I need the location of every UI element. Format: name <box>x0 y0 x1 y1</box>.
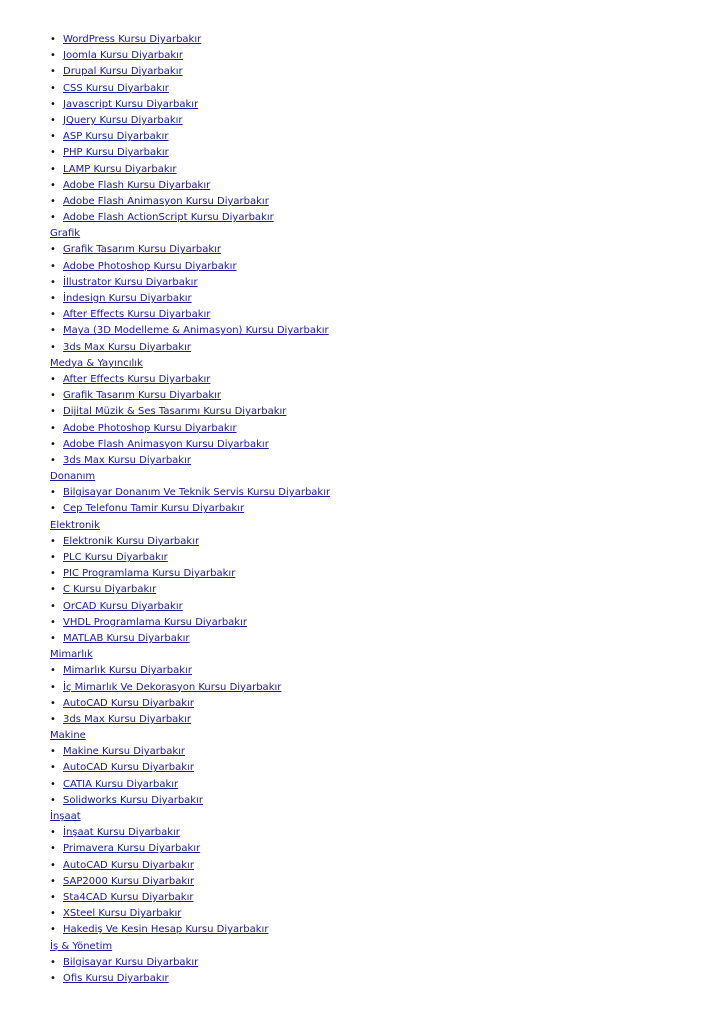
category-link[interactable]: İş & Yönetim <box>50 940 113 952</box>
course-link[interactable]: Dijital Müzik & Ses Tasarımı Kursu Diyarbakır <box>63 406 287 418</box>
list-item <box>50 890 330 906</box>
course-link[interactable]: İç Mimarlık Ve Dekorasyon Kursu Diyarbakır <box>63 681 282 693</box>
course-link[interactable]: Ofis Kursu Diyarbakır <box>63 972 169 984</box>
course-link[interactable]: Bilgisayar Kursu Diyarbakır <box>63 956 199 968</box>
list-item <box>50 97 330 113</box>
course-link[interactable]: Elektronik Kursu Diyarbakır <box>63 535 200 547</box>
bullet-icon: • <box>50 244 56 256</box>
course-link[interactable]: CATIA Kursu Diyarbakır <box>63 778 179 790</box>
course-link[interactable]: CSS Kursu Diyarbakır <box>63 82 169 94</box>
list-item <box>50 841 330 857</box>
list-item <box>50 259 330 275</box>
list-item <box>50 210 330 226</box>
bullet-icon: • <box>50 552 56 563</box>
course-link[interactable]: AutoCAD Kursu Diyarbakır <box>63 762 194 774</box>
bullet-icon: • <box>50 827 56 839</box>
list-item <box>50 582 330 598</box>
list-item <box>50 162 330 178</box>
list-item <box>50 534 330 550</box>
course-link[interactable]: AutoCAD Kursu Diyarbakır <box>63 697 194 709</box>
category-heading <box>50 939 330 955</box>
category-link[interactable]: Medya & Yayıncılık <box>50 357 143 369</box>
bullet-icon: • <box>50 82 56 94</box>
list-item <box>50 291 330 307</box>
list-item <box>50 421 330 437</box>
bullet-icon: • <box>50 924 56 936</box>
bullet-icon: • <box>50 98 56 110</box>
list-item <box>50 566 330 582</box>
bullet-icon: • <box>50 341 56 353</box>
course-link[interactable]: MATLAB Kursu Diyarbakır <box>63 632 190 644</box>
list-item <box>50 550 330 566</box>
bullet-icon: • <box>50 325 56 337</box>
bullet-icon: • <box>50 584 56 596</box>
course-link[interactable]: Javascript Kursu Diyarbakır <box>63 98 199 110</box>
list-item <box>50 64 330 80</box>
course-link[interactable]: Cep Telefonu Tamir Kursu Diyarbakır <box>63 503 245 515</box>
bullet-icon: • <box>50 972 56 984</box>
bullet-icon: • <box>50 762 56 774</box>
bullet-icon: • <box>50 390 56 402</box>
category-link[interactable]: Mimarlık <box>50 649 93 661</box>
bullet-icon: • <box>50 713 56 725</box>
bullet-icon: • <box>50 681 56 693</box>
course-link[interactable]: Adobe Flash ActionScript Kursu Diyarbakır <box>63 212 274 224</box>
list-item <box>50 599 330 615</box>
category-link[interactable]: İnşaat <box>50 811 81 822</box>
course-link[interactable]: Joomla Kursu Diyarbakır <box>63 50 184 62</box>
list-item <box>50 663 330 679</box>
list-item <box>50 680 330 696</box>
bullet-icon: • <box>50 891 56 903</box>
bullet-icon: • <box>50 908 56 920</box>
course-link[interactable]: PIC Programlama Kursu Diyarbakır <box>63 568 236 580</box>
bullet-icon: • <box>50 373 56 385</box>
bullet-icon: • <box>50 438 56 450</box>
category-link[interactable]: Elektronik <box>50 519 100 531</box>
bullet-icon: • <box>50 163 56 175</box>
category-heading <box>50 647 330 663</box>
course-link[interactable]: Adobe Flash Animasyon Kursu Diyarbakır <box>63 195 269 207</box>
list-item <box>50 793 330 809</box>
list-item <box>50 874 330 890</box>
bullet-icon: • <box>50 535 56 547</box>
category-link[interactable]: Makine <box>50 730 86 742</box>
category-heading <box>50 469 330 485</box>
category-link[interactable]: Grafik <box>50 228 81 240</box>
bullet-icon: • <box>50 568 56 580</box>
course-link[interactable]: Adobe Photoshop Kursu Diyarbakır <box>63 260 237 272</box>
bullet-icon: • <box>50 195 56 207</box>
list-item <box>50 48 330 64</box>
list-item <box>50 631 330 647</box>
list-item <box>50 194 330 210</box>
list-item <box>50 825 330 841</box>
bullet-icon: • <box>50 956 56 968</box>
list-item <box>50 307 330 323</box>
course-link[interactable]: Drupal Kursu Diyarbakır <box>63 66 183 78</box>
list-item <box>50 696 330 712</box>
course-link[interactable]: After Effects Kursu Diyarbakır <box>63 373 211 385</box>
bullet-icon: • <box>50 665 56 677</box>
course-link[interactable]: Mimarlık Kursu Diyarbakır <box>63 665 192 677</box>
course-link[interactable]: VHDL Programlama Kursu Diyarbakır <box>63 616 247 628</box>
bullet-icon: • <box>50 406 56 418</box>
course-link[interactable]: Adobe Flash Kursu Diyarbakır <box>63 179 211 191</box>
bullet-icon: • <box>50 503 56 515</box>
course-link[interactable]: WordPress Kursu Diyarbakır <box>63 34 202 45</box>
course-link[interactable]: 3ds Max Kursu Diyarbakır <box>63 341 191 353</box>
list-item <box>50 340 330 356</box>
course-link[interactable]: C Kursu Diyarbakır <box>63 584 157 596</box>
bullet-icon: • <box>50 746 56 758</box>
course-link[interactable]: Grafik Tasarım Kursu Diyarbakır <box>63 244 222 256</box>
course-link[interactable]: Maya (3D Modelleme & Animasyon) Kursu Diyarbakır <box>63 325 329 337</box>
course-link[interactable]: SAP2000 Kursu Diyarbakır <box>63 875 195 887</box>
list-item <box>50 32 330 48</box>
bullet-icon: • <box>50 276 56 288</box>
list-item <box>50 922 330 938</box>
category-heading <box>50 728 330 744</box>
bullet-icon: • <box>50 212 56 224</box>
course-link[interactable]: Bilgisayar Donanım Ve Teknik Servis Kursu Diyarbakır <box>63 487 331 499</box>
bullet-icon: • <box>50 179 56 191</box>
list-item <box>50 744 330 760</box>
course-link[interactable]: Hakediş Ve Kesin Hesap Kursu Diyarbakır <box>63 924 269 936</box>
course-link[interactable]: Adobe Flash Animasyon Kursu Diyarbakır <box>63 438 269 450</box>
course-link[interactable]: 3ds Max Kursu Diyarbakır <box>63 713 191 725</box>
course-link[interactable]: ASP Kursu Diyarbakır <box>63 131 169 143</box>
bullet-icon: • <box>50 875 56 887</box>
list-item <box>50 760 330 776</box>
course-link[interactable]: Adobe Photoshop Kursu Diyarbakır <box>63 422 237 434</box>
course-link[interactable]: XSteel Kursu Diyarbakır <box>63 908 182 920</box>
course-link[interactable]: İndesign Kursu Diyarbakır <box>63 293 192 304</box>
bullet-icon: • <box>50 697 56 709</box>
course-link[interactable]: After Effects Kursu Diyarbakır <box>63 309 211 321</box>
list-item <box>50 129 330 145</box>
course-link[interactable]: Makine Kursu Diyarbakır <box>63 746 186 758</box>
list-item <box>50 615 330 631</box>
bullet-icon: • <box>50 632 56 644</box>
list-item <box>50 485 330 501</box>
bullet-icon: • <box>50 309 56 321</box>
bullet-icon: • <box>50 487 56 499</box>
list-item <box>50 501 330 517</box>
category-heading <box>50 356 330 372</box>
course-link[interactable]: Sta4CAD Kursu Diyarbakır <box>63 891 194 903</box>
course-link-list <box>50 32 330 987</box>
bullet-icon: • <box>50 794 56 806</box>
list-item <box>50 372 330 388</box>
category-heading <box>50 518 330 534</box>
bullet-icon: • <box>50 50 56 62</box>
bullet-icon: • <box>50 843 56 855</box>
list-item <box>50 178 330 194</box>
bullet-icon: • <box>50 859 56 871</box>
category-heading <box>50 809 330 825</box>
list-item <box>50 388 330 404</box>
course-link[interactable]: OrCAD Kursu Diyarbakır <box>63 600 183 612</box>
bullet-icon: • <box>50 778 56 790</box>
course-link[interactable]: İllustrator Kursu Diyarbakır <box>63 276 198 288</box>
course-link[interactable]: Grafik Tasarım Kursu Diyarbakır <box>63 390 222 402</box>
bullet-icon: • <box>50 600 56 612</box>
list-item <box>50 906 330 922</box>
list-item <box>50 971 330 987</box>
course-link[interactable]: İnşaat Kursu Diyarbakır <box>63 827 180 839</box>
bullet-icon: • <box>50 454 56 466</box>
list-item <box>50 858 330 874</box>
list-item <box>50 712 330 728</box>
bullet-icon: • <box>50 114 56 126</box>
course-link[interactable]: LAMP Kursu Diyarbakır <box>63 163 177 175</box>
list-item <box>50 81 330 97</box>
bullet-icon: • <box>50 66 56 78</box>
list-item <box>50 437 330 453</box>
bullet-icon: • <box>50 293 56 304</box>
list-item <box>50 113 330 129</box>
list-item <box>50 145 330 161</box>
category-link[interactable]: Donanım <box>50 471 96 483</box>
list-item <box>50 955 330 971</box>
course-link[interactable]: AutoCAD Kursu Diyarbakır <box>63 859 194 871</box>
list-item <box>50 777 330 793</box>
course-link[interactable]: Primavera Kursu Diyarbakır <box>63 843 201 855</box>
list-item <box>50 404 330 420</box>
list-item <box>50 453 330 469</box>
course-link[interactable]: JQuery Kursu Diyarbakır <box>63 114 183 126</box>
course-link[interactable]: 3ds Max Kursu Diyarbakır <box>63 454 191 466</box>
list-item <box>50 275 330 291</box>
bullet-icon: • <box>50 260 56 272</box>
bullet-icon: • <box>50 147 56 159</box>
list-item <box>50 323 330 339</box>
bullet-icon: • <box>50 131 56 143</box>
bullet-icon: • <box>50 616 56 628</box>
course-link[interactable]: Solidworks Kursu Diyarbakır <box>63 794 203 806</box>
bullet-icon: • <box>50 34 56 45</box>
course-link[interactable]: PLC Kursu Diyarbakır <box>63 552 168 563</box>
course-link[interactable]: PHP Kursu Diyarbakır <box>63 147 169 159</box>
category-heading <box>50 226 330 242</box>
bullet-icon: • <box>50 422 56 434</box>
list-item <box>50 242 330 258</box>
